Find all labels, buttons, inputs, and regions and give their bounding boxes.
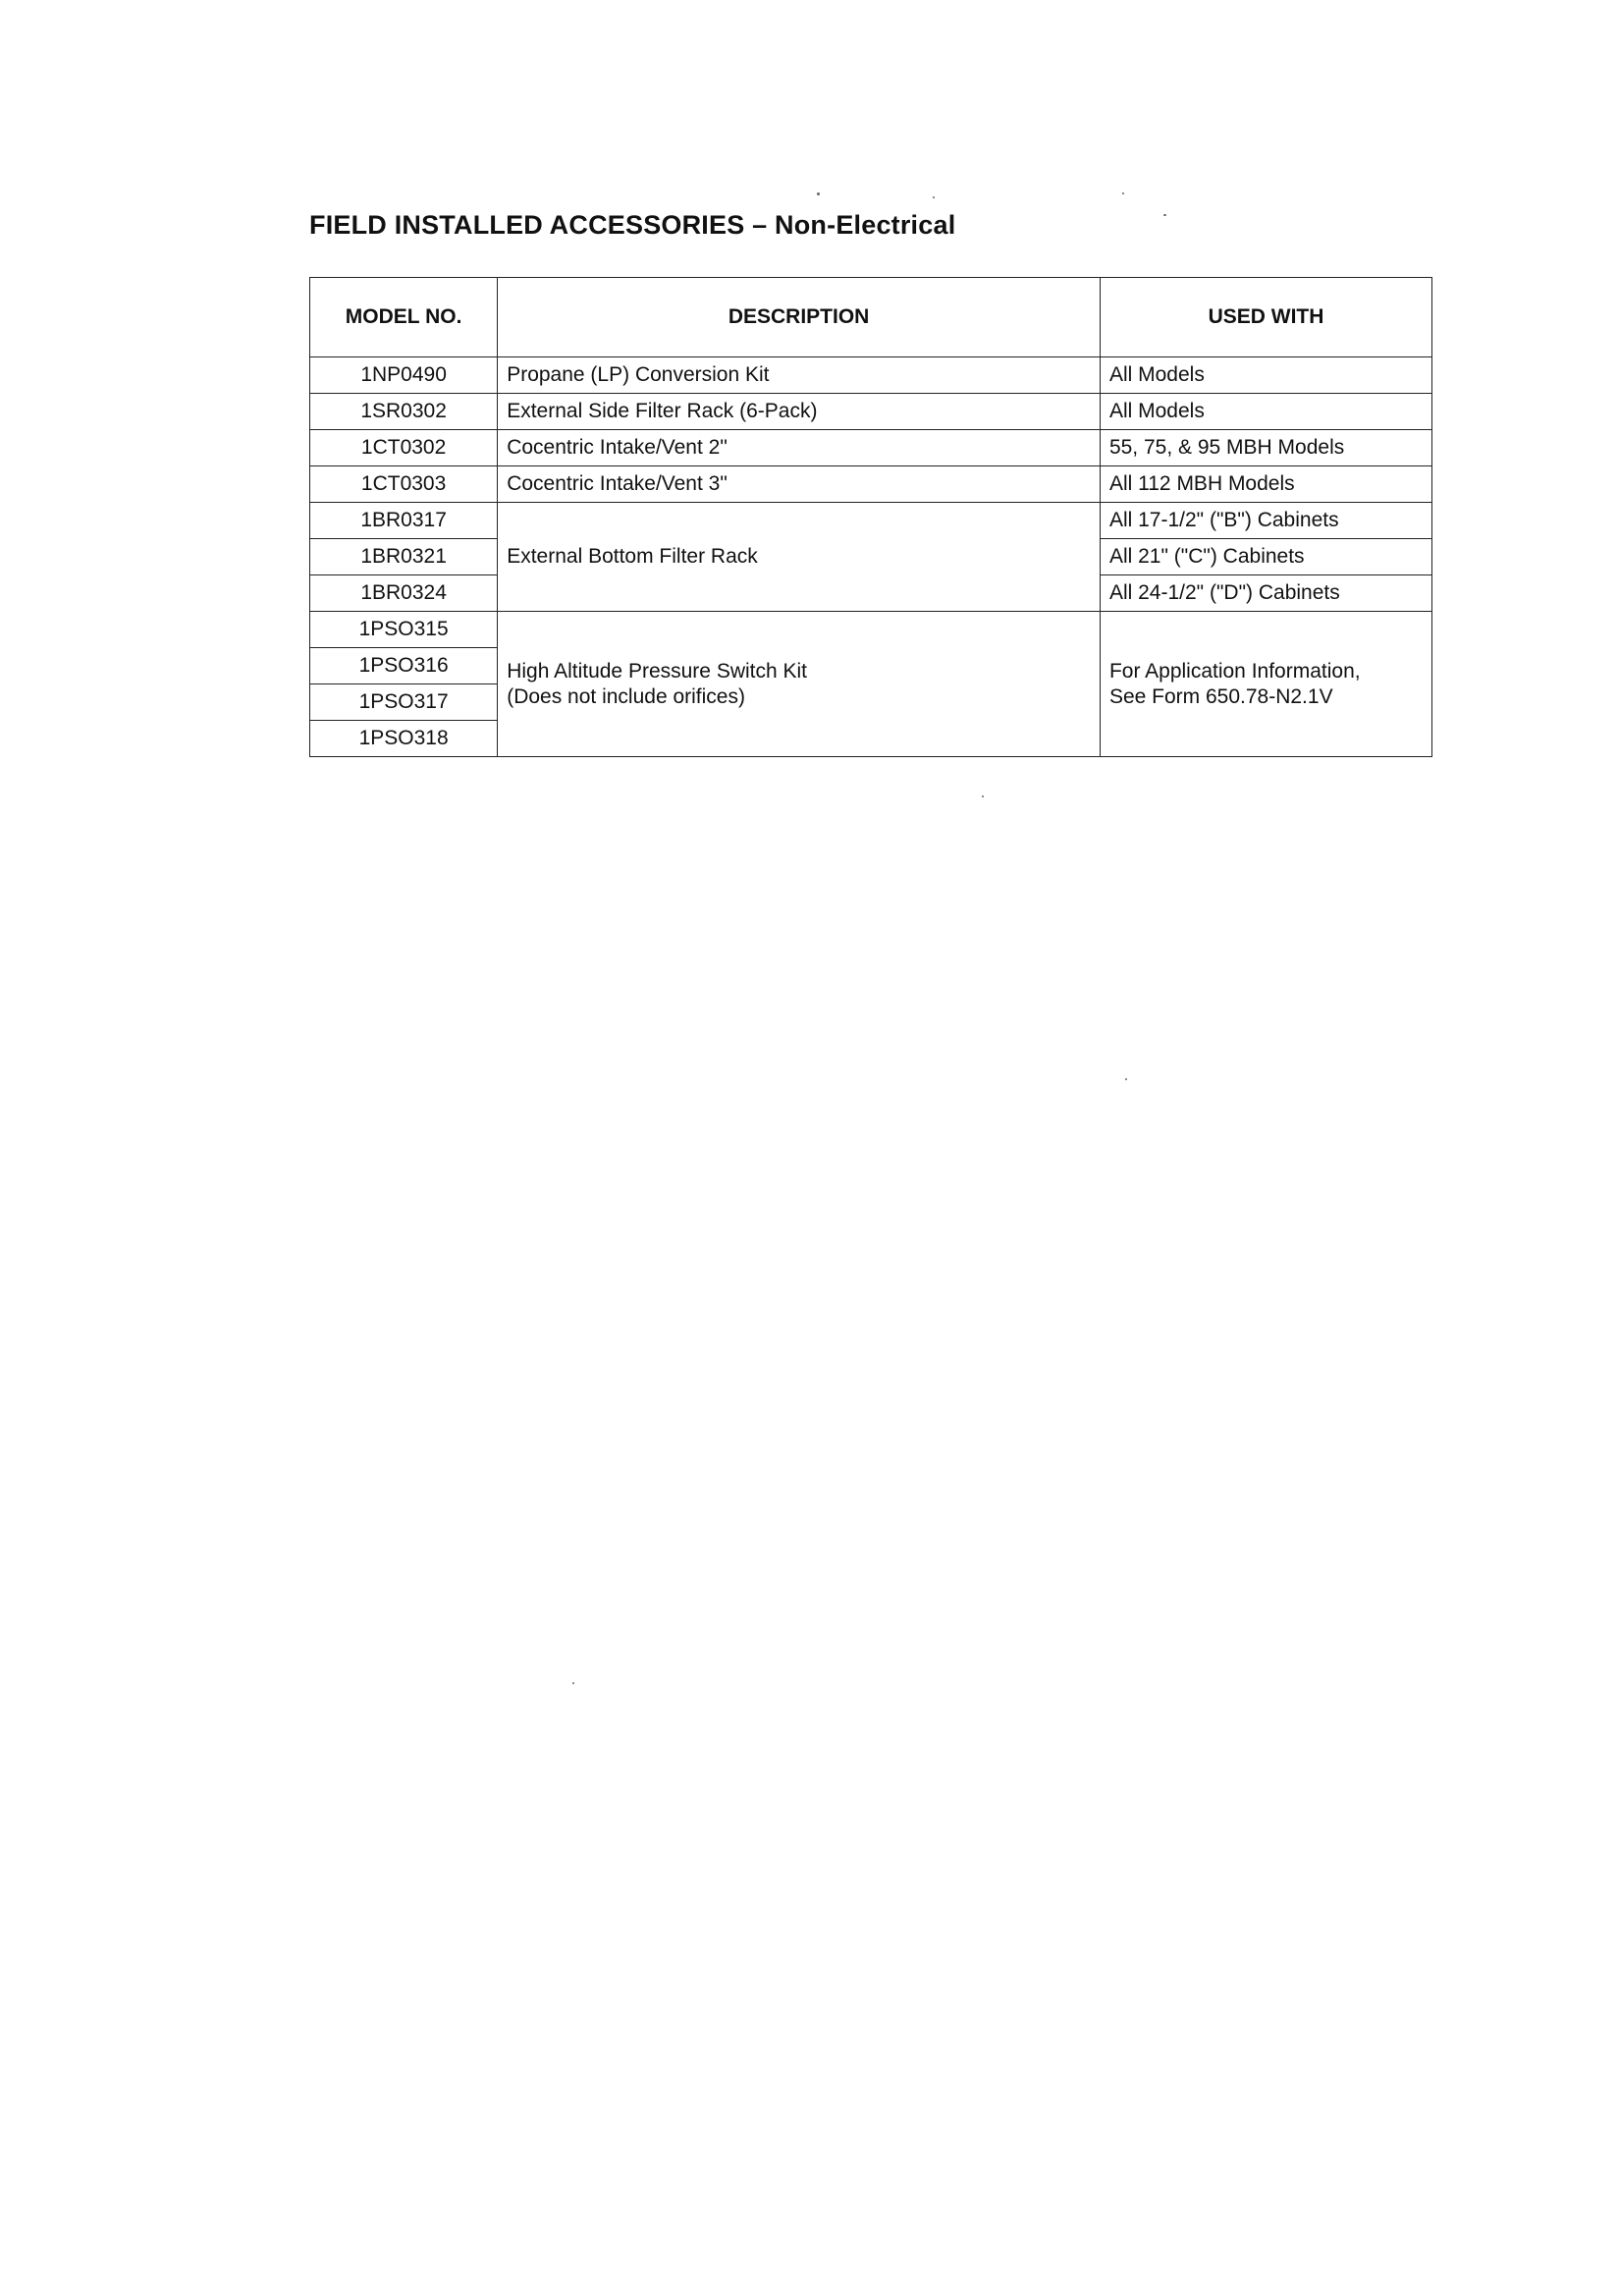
- cell-used-with: All Models: [1100, 394, 1431, 430]
- header-model-no: MODEL NO.: [310, 278, 498, 357]
- form-reference-line: See Form 650.78-N2.1V: [1108, 684, 1333, 708]
- pressure-switch-note: (Does not include orifices): [507, 684, 745, 708]
- table-row: [310, 466, 1432, 503]
- cell-model-no: 1BR0317: [310, 503, 498, 539]
- cell-used-with: All 17-1/2" ("B") Cabinets: [1100, 503, 1431, 539]
- cell-used-with-pressure-switch: [1100, 612, 1431, 757]
- cell-model-no: 1PSO318: [310, 721, 498, 757]
- table-row: [310, 394, 1432, 430]
- cell-used-with: All 112 MBH Models: [1100, 466, 1431, 503]
- cell-model-no: 1NP0490: [310, 357, 498, 394]
- scan-speck: [817, 192, 820, 195]
- header-description: DESCRIPTION: [498, 278, 1101, 357]
- cell-description: Cocentric Intake/Vent 2": [498, 430, 1101, 466]
- cell-model-no: 1SR0302: [310, 394, 498, 430]
- table-row: [310, 430, 1432, 466]
- table-row: [310, 503, 1432, 539]
- scan-speck: [1125, 1078, 1127, 1080]
- cell-model-no: 1PSO316: [310, 648, 498, 684]
- scan-speck: [1163, 214, 1166, 216]
- cell-used-with: All Models: [1100, 357, 1431, 394]
- cell-description: Propane (LP) Conversion Kit: [498, 357, 1101, 394]
- scan-speck: [933, 196, 935, 198]
- cell-description-bottom-filter-rack: External Bottom Filter Rack: [498, 503, 1101, 612]
- table-header-row: [310, 278, 1432, 357]
- scan-speck: [572, 1682, 574, 1684]
- page-title: FIELD INSTALLED ACCESSORIES – Non-Electrical: [309, 210, 956, 240]
- cell-used-with: All 24-1/2" ("D") Cabinets: [1100, 575, 1431, 612]
- cell-model-no: 1CT0302: [310, 430, 498, 466]
- cell-description: External Side Filter Rack (6-Pack): [498, 394, 1101, 430]
- application-info-line: For Application Information,: [1108, 659, 1361, 683]
- table-row: [310, 612, 1432, 648]
- cell-description-pressure-switch: [498, 612, 1101, 757]
- pressure-switch-description: High Altitude Pressure Switch Kit: [507, 659, 808, 683]
- table-row: [310, 357, 1432, 394]
- header-used-with: USED WITH: [1100, 278, 1431, 357]
- cell-model-no: 1PSO315: [310, 612, 498, 648]
- accessories-table: [309, 277, 1432, 757]
- cell-used-with: 55, 75, & 95 MBH Models: [1100, 430, 1431, 466]
- cell-model-no: 1CT0303: [310, 466, 498, 503]
- cell-model-no: 1PSO317: [310, 684, 498, 721]
- scan-speck: [982, 795, 984, 797]
- cell-model-no: 1BR0321: [310, 539, 498, 575]
- cell-model-no: 1BR0324: [310, 575, 498, 612]
- cell-used-with: All 21" ("C") Cabinets: [1100, 539, 1431, 575]
- cell-description: Cocentric Intake/Vent 3": [498, 466, 1101, 503]
- scan-speck: [1122, 192, 1124, 194]
